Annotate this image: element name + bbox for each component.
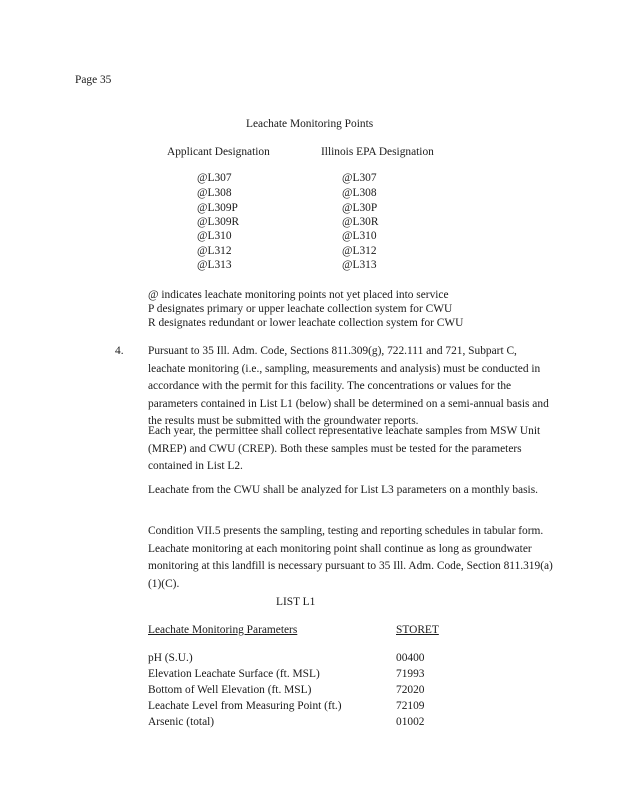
storet-cell: 72020 [396,684,425,696]
designation-row [0,257,619,275]
applicant-designation: @L308 [197,187,232,199]
parameter-column-header: Leachate Monitoring Parameters [148,624,298,636]
condition-paragraph: Condition VII.5 presents the sampling, testing and reporting schedules in tabular form. Leachate monitoring at each monitoring point shall continue as long as groundwater monitoring at this landfill is necessary pursuant to 35 Ill. Adm. Code, Section 811.319(a)(1)(C). [148,525,553,590]
storet-cell: 01002 [396,716,425,728]
illinois-designation: @L313 [342,259,377,271]
table-row [0,650,619,668]
illinois-designation: @L308 [342,187,377,199]
table-row [0,714,619,732]
applicant-designation-header: Applicant Designation [167,146,270,158]
illinois-designation: @L30R [342,216,379,228]
parameter-cell: pH (S.U.) [148,652,193,664]
storet-cell: 72109 [396,700,425,712]
illinois-designation: @L307 [342,172,377,184]
applicant-designation: @L312 [197,245,232,257]
list-title: LIST L1 [276,596,316,608]
page-label: Page 35 [75,74,112,86]
table-header-row [0,622,619,640]
parameter-cell: Arsenic (total) [148,716,215,728]
storet-column-header: STORET [396,624,439,636]
applicant-designation: @L310 [197,230,232,242]
applicant-designation: @L309P [197,202,238,214]
applicant-designation: @L307 [197,172,232,184]
illinois-designation: @L312 [342,245,377,257]
applicant-designation: @L313 [197,259,232,271]
condition-paragraph: Leachate from the CWU shall be analyzed for List L3 parameters on a monthly basis. [148,484,538,496]
storet-cell: 00400 [396,652,425,664]
parameter-cell: Bottom of Well Elevation (ft. MSL) [148,684,312,696]
parameter-cell: Leachate Level from Measuring Point (ft.) [148,700,342,712]
illinois-designation-header: Illinois EPA Designation [321,146,434,158]
note-line: @ indicates leachate monitoring points not yet placed into service [148,289,449,301]
parameter-cell: Elevation Leachate Surface (ft. MSL) [148,668,320,680]
table-row [0,698,619,716]
table-row [0,666,619,684]
applicant-designation: @L309R [197,216,240,228]
note-line: P designates primary or upper leachate collection system for CWU [148,303,453,315]
condition-paragraph: Each year, the permittee shall collect representative leachate samples from MSW Unit (MREP) and CWU (CREP). Both these samples must be tested for the parameters contained in List L2. [148,425,541,473]
table-row [0,682,619,700]
illinois-designation: @L30P [342,202,378,214]
condition-paragraph: Pursuant to 35 Ill. Adm. Code, Sections 811.309(g), 722.111 and 721, Subpart C, leachate monitoring (i.e., sampling, measurements and analysis) must be conducted in accordance with the permit for this facility. The concentrations or values for the parameters contained in List L1 (below) shall be determined on a semi-annual basis and the results must be submitted with the groundwater reports. [148,345,549,428]
note-line: R designates redundant or lower leachate collection system for CWU [148,317,464,329]
section-title: Leachate Monitoring Points [246,118,374,130]
condition-number: 4. [115,345,124,357]
illinois-designation: @L310 [342,230,377,242]
storet-cell: 71993 [396,668,425,680]
